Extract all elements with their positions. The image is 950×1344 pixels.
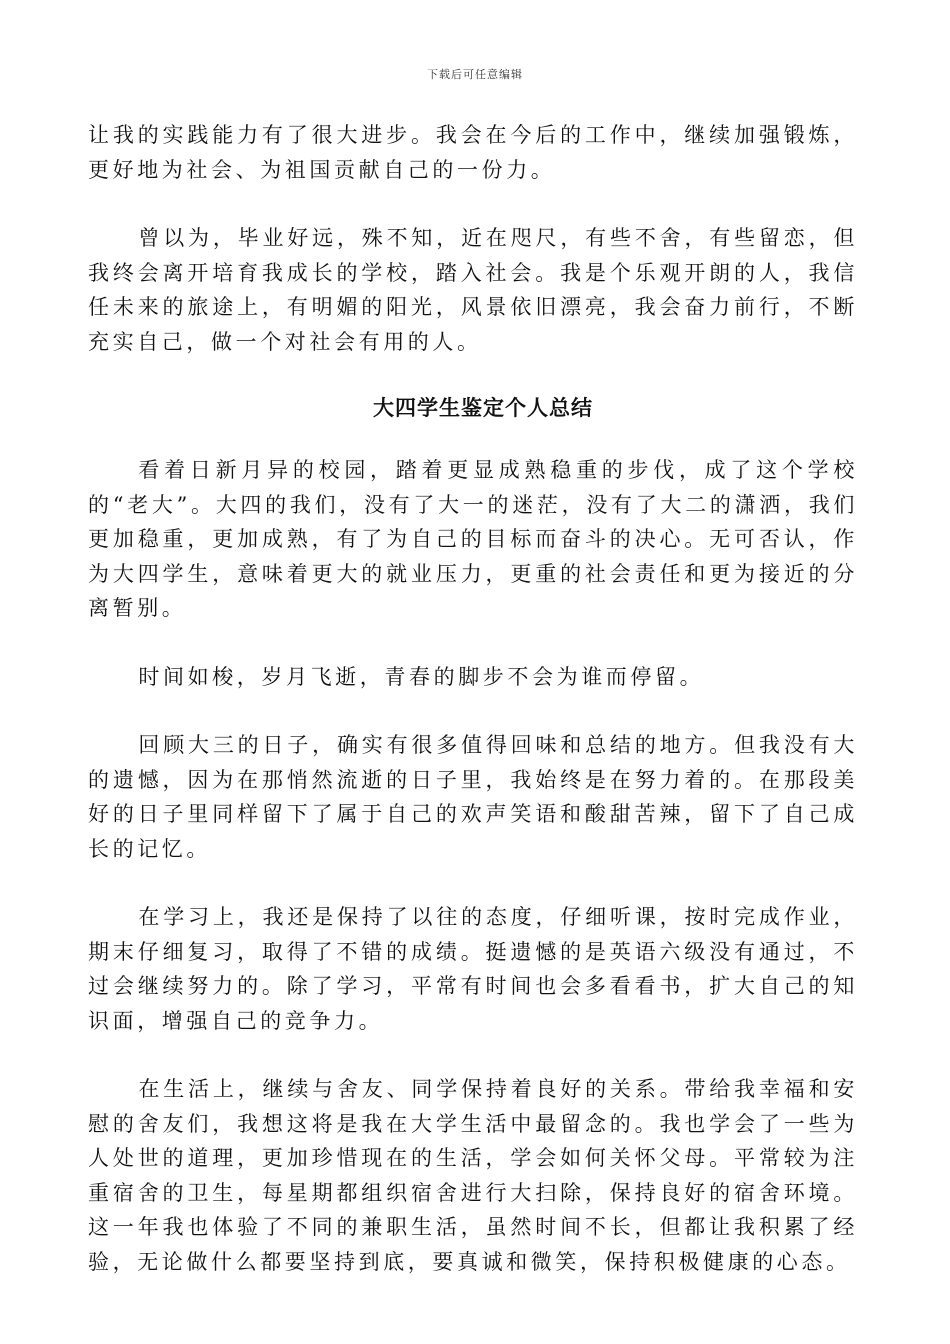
paragraph: 看着日新月异的校园，踏着更显成熟稳重的步伐，成了这个学校的“老大”。大四的我们，没有了大一的迷茫，没有了大二的潇洒，我们更加稳重，更加成熟，有了为自己的目标而奋斗的决心。无可否认，作为大四学生，意味着更大的就业压力，更重的社会责任和更为接近的分离暂别。 [88,458,858,620]
paragraph: 回顾大三的日子，确实有很多值得回味和总结的地方。但我没有大的遗憾，因为在那悄然流逝的日子里，我始终是在努力着的。在那段美好的日子里同样留下了属于自己的欢声笑语和酸甜苦辣，留下了自己成长的记忆。 [88,733,858,861]
paragraph: 时间如梭，岁月飞逝，青春的脚步不会为谁而停留。 [138,664,705,689]
paragraph: 曾以为，毕业好远，殊不知，近在咫尺，有些不舍，有些留恋，但我终会离开培育我成长的学校，踏入社会。我是个乐观开朗的人，我信任未来的旅途上，有明媚的阳光，风景依旧漂亮，我会奋力前行，不断充实自己，做一个对社会有用的人。 [88,226,858,354]
paragraph: 在学习上，我还是保持了以往的态度，仔细听课，按时完成作业，期末仔细复习，取得了不错的成绩。挺遗憾的是英语六级没有通过，不过会继续努力的。除了学习，平常有时间也会多看看书，扩大自己的知识面，增强自己的竞争力。 [88,905,858,1033]
section-title: 大四学生鉴定个人总结 [373,395,593,420]
document-body [88,118,858,1313]
paragraph: 在生活上，继续与舍友、同学保持着良好的关系。带给我幸福和安慰的舍友们，我想这将是我在大学生活中最留念的。我也学会了一些为人处世的道理，更加珍惜现在的生活，学会如何关怀父母。平常较为注重宿舍的卫生，每星期都组织宿舍进行大扫除，保持良好的宿舍环境。这一年我也体验了不同的兼职生活，虽然时间不长，但都让我积累了经验，无论做什么都要坚持到底，要真诚和微笑，保持积极健康的心态。 [88,1077,858,1274]
header-note: 下载后可任意编辑 [427,68,523,81]
paragraph-continuation: 让我的实践能力有了很大进步。我会在今后的工作中，继续加强锻炼，更好地为社会、为祖国贡献自己的一份力。 [88,123,858,182]
